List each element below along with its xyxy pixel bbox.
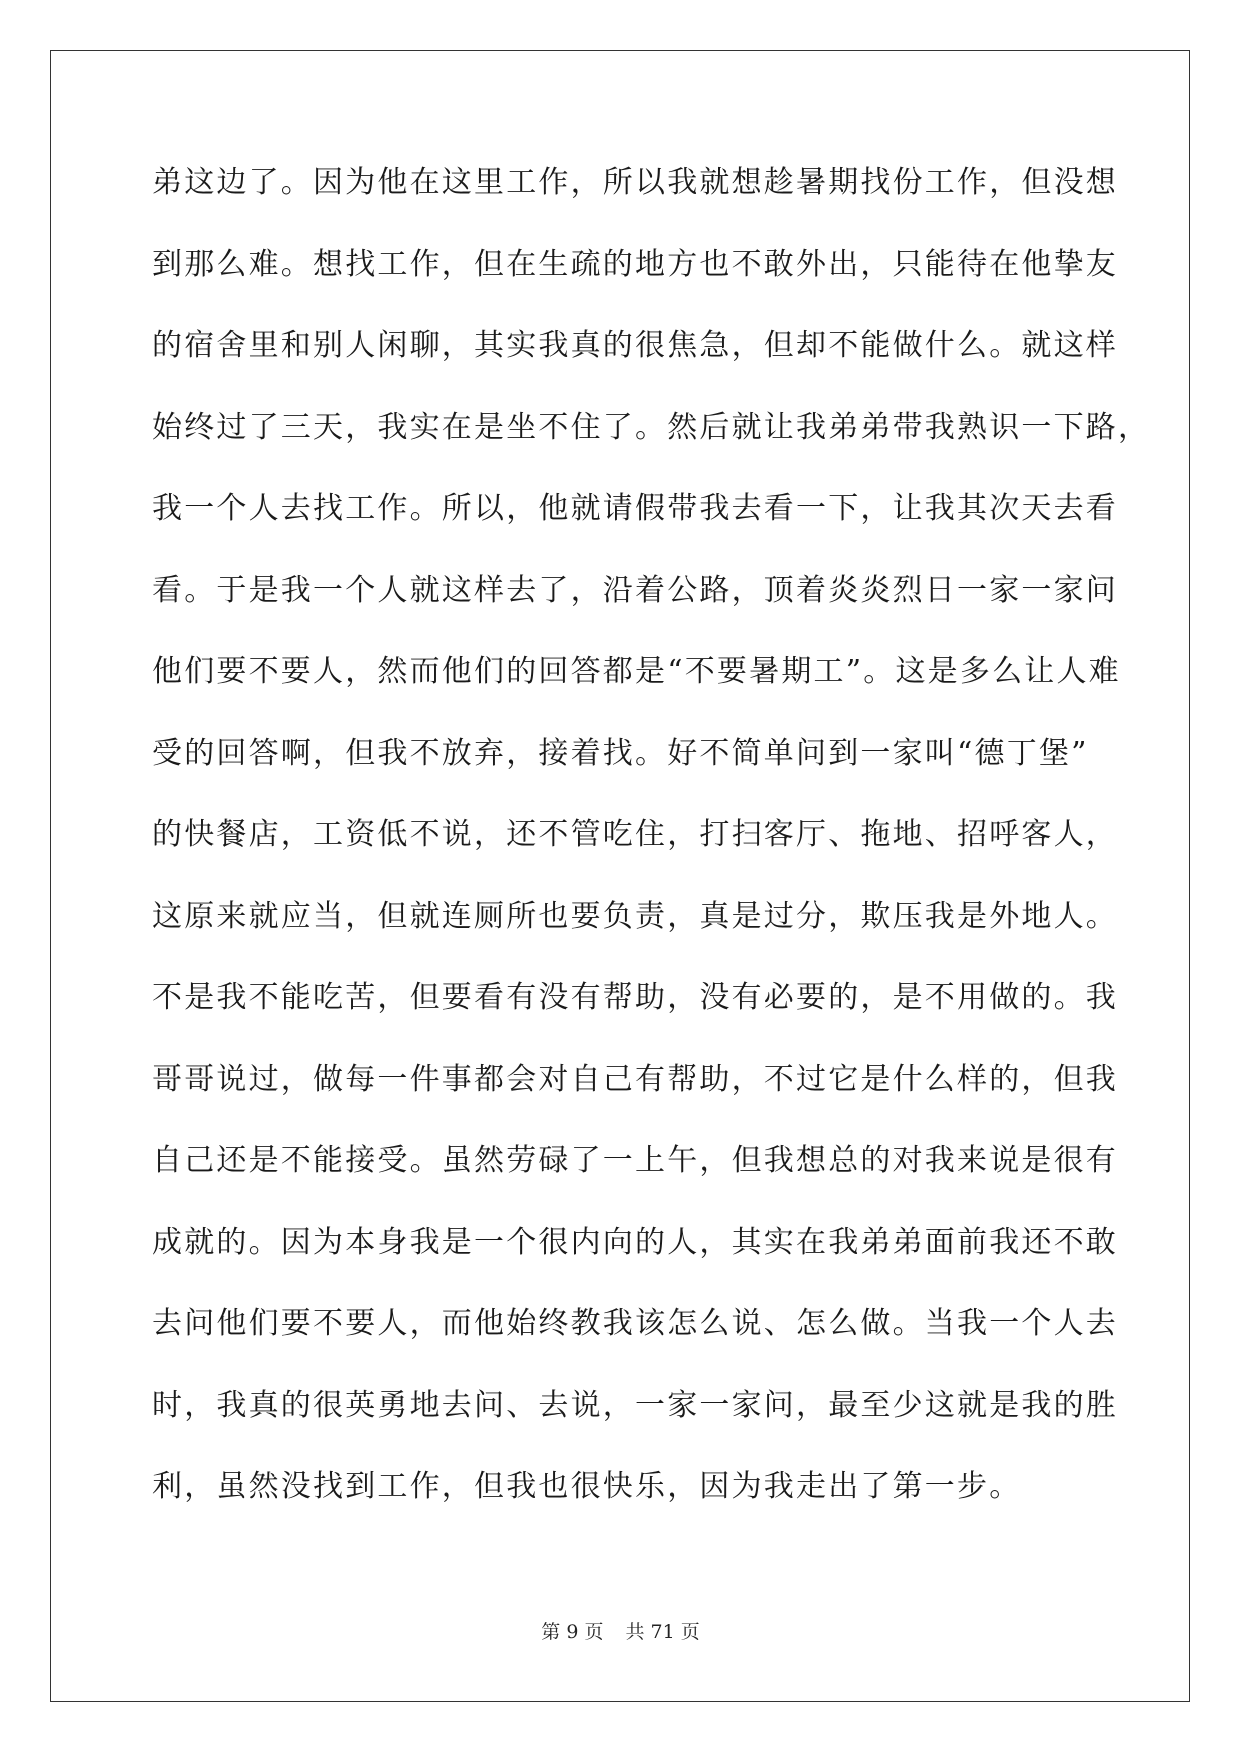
text-line: 去问他们要不要人，而他始终教我该怎么说、怎么做。当我一个人去 xyxy=(152,1306,1118,1341)
text-line: 的快餐店，工资低不说，还不管吃住，打扫客厅、拖地、招呼客人， xyxy=(152,817,1118,852)
text-line: 始终过了三天，我实在是坐不住了。然后就让我弟弟带我熟识一下路， xyxy=(152,409,1151,445)
text-line: 成就的。因为本身我是一个很内向的人，其实在我弟弟面前我还不敢 xyxy=(152,1224,1118,1260)
text-line: 看。于是我一个人就这样去了，沿着公路，顶着炎炎烈日一家一家问 xyxy=(152,572,1118,608)
text-line: 的宿舍里和别人闲聊，其实我真的很焦急，但却不能做什么。就这样 xyxy=(152,328,1118,363)
text-line: 哥哥说过，做每一件事都会对自己有帮助，不过它是什么样的，但我 xyxy=(152,1061,1118,1097)
text-line: 不是我不能吃苦，但要看有没有帮助，没有必要的，是不用做的。我 xyxy=(152,980,1118,1015)
text-line: 时，我真的很英勇地去问、去说，一家一家问，最至少这就是我的胜 xyxy=(152,1387,1118,1423)
text-line: 他们要不要人，然而他们的回答都是“不要暑期工”。这是多么让人难 xyxy=(152,654,1121,689)
text-line: 我一个人去找工作。所以，他就请假带我去看一下，让我其次天去看 xyxy=(152,491,1118,526)
text-line: 到那么难。想找工作，但在生疏的地方也不敢外出，只能待在他挚友 xyxy=(152,246,1118,282)
page-footer xyxy=(0,1620,1241,1644)
page-total: 共 71 页 xyxy=(625,1621,700,1643)
text-line: 利，虽然没找到工作，但我也很快乐，因为我走出了第一步。 xyxy=(152,1469,1022,1504)
body-text xyxy=(152,158,1151,1544)
text-line: 这原来就应当，但就连厕所也要负责，真是过分，欺压我是外地人。 xyxy=(152,898,1118,934)
page-number: 第 9 页 xyxy=(541,1621,604,1643)
text-line: 自己还是不能接受。虽然劳碌了一上午，但我想总的对我来说是很有 xyxy=(152,1143,1118,1178)
text-line: 弟这边了。因为他在这里工作，所以我就想趁暑期找份工作，但没想 xyxy=(152,165,1118,200)
text-line: 受的回答啊，但我不放弃，接着找。好不简单问到一家叫“德丁堡” xyxy=(152,735,1089,771)
